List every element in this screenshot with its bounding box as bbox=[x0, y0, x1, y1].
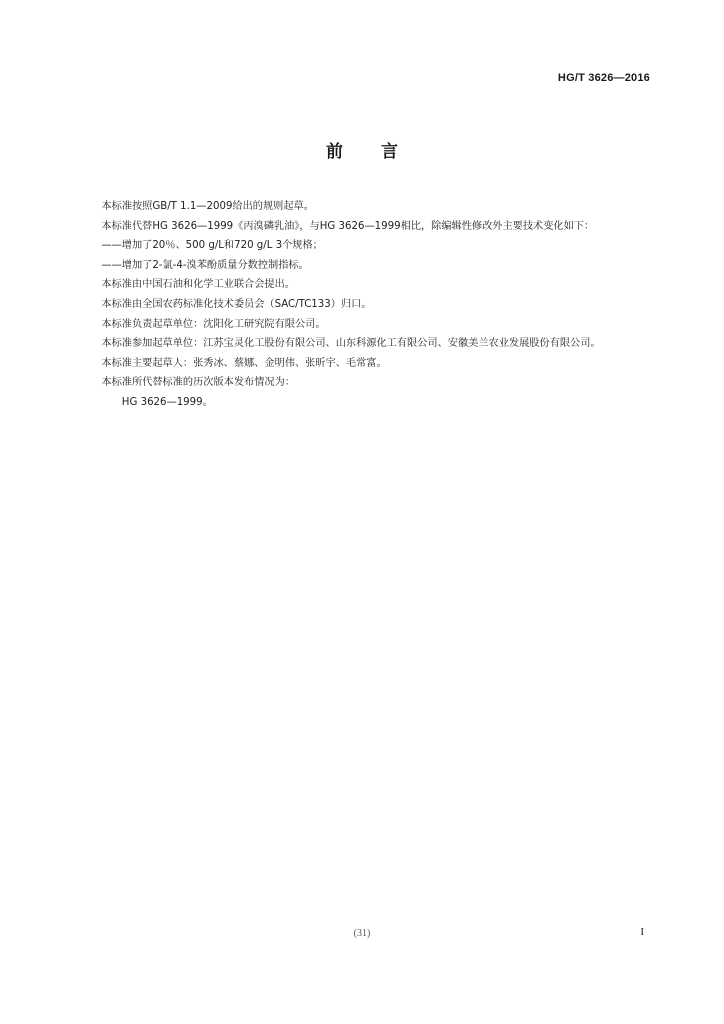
title-char-2: 言 bbox=[381, 142, 398, 162]
standard-code: HG/T 3626—2016 bbox=[557, 72, 650, 84]
footer-center-mark: (31) bbox=[353, 928, 371, 939]
history-item-1: HG 3626—1999。 bbox=[121, 396, 213, 408]
paragraph-replacement: 本标准代替HG 3626—1999《丙溴磷乳油》，与HG 3626—1999相比，除编辑性修改外主要技术变化如下： bbox=[101, 220, 595, 232]
paragraph-participating-units: 本标准参加起草单位：江苏宝灵化工股份有限公司、山东科源化工有限公司、安徽美兰农业发展股份有限公司。 bbox=[101, 338, 601, 350]
foreword-body bbox=[81, 197, 651, 413]
paragraph-proposed-by: 本标准由中国石油和化学工业联合会提出。 bbox=[101, 279, 295, 291]
list-item-change-2: ——增加了2-氯-4-溴苯酚质量分数控制指标。 bbox=[101, 259, 309, 271]
paragraph-drafting-unit: 本标准负责起草单位：沈阳化工研究院有限公司。 bbox=[101, 318, 326, 330]
paragraph-under-jurisdiction: 本标准由全国农药标准化技术委员会（SAC/TC133）归口。 bbox=[101, 298, 372, 310]
paragraph-drafting-rules: 本标准按照GB/T 1.1—2009给出的规则起草。 bbox=[101, 201, 314, 212]
list-item-change-1: ——增加了20％、500 g/L和720 g/L 3个规格； bbox=[101, 240, 323, 252]
paragraph-history-intro: 本标准所代替标准的历次版本发布情况为： bbox=[101, 377, 295, 389]
title-char-1: 前 bbox=[326, 142, 343, 162]
page-title bbox=[0, 137, 724, 162]
paragraph-drafters: 本标准主要起草人：张秀冰、蔡娜、金明伟、张昕宇、毛常富。 bbox=[101, 357, 387, 369]
page-number: I bbox=[640, 926, 644, 938]
